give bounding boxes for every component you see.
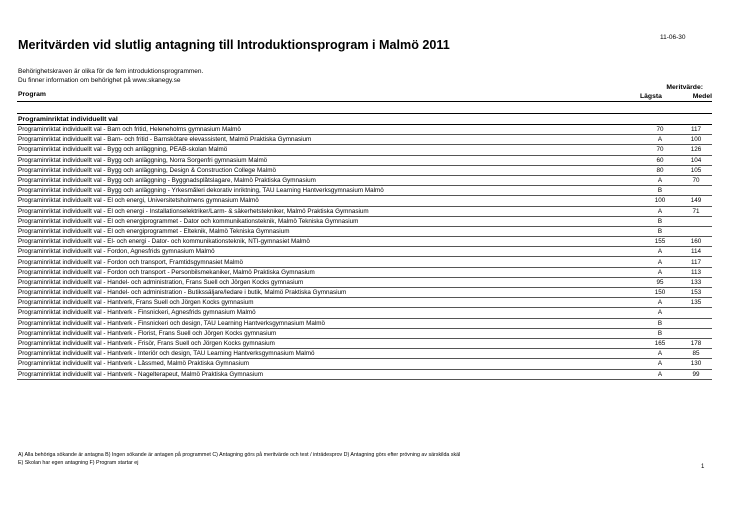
table-row <box>17 257 712 267</box>
table-row <box>17 196 712 206</box>
row-lowest-value: 60 <box>656 156 664 164</box>
column-header-merit <box>640 84 712 101</box>
intro-line: Du finner information om behörighet på www.skanegy.se <box>18 77 181 84</box>
table-row <box>17 186 712 196</box>
row-program-name: Programinriktat individuellt val - Hantverk - Finsnickeri, Agnesfrids gymnasium Malmö <box>18 309 256 317</box>
row-lowest-value: A <box>657 258 663 266</box>
row-average-value: 130 <box>690 360 702 368</box>
row-average-value: 117 <box>690 258 702 266</box>
page-title: Meritvärden vid slutlig antagning till Introduktionsprogram i Malmö 2011 <box>18 38 450 52</box>
row-lowest-value: 70 <box>656 126 664 134</box>
row-lowest-value: 70 <box>656 146 664 154</box>
row-average-value: 160 <box>690 238 702 246</box>
footnotes <box>18 452 460 467</box>
column-header-average: Medel <box>692 92 712 100</box>
table-row <box>17 329 712 339</box>
row-average-value: 117 <box>690 126 702 134</box>
row-program-name: Programinriktat individuellt val - Fordon, Agnesfrids gymnasium Malmö <box>18 248 215 256</box>
row-average-value: 135 <box>690 299 702 307</box>
page-number: 1 <box>701 464 705 470</box>
row-average-value: 100 <box>690 136 702 144</box>
header-divider <box>17 101 712 102</box>
row-lowest-value: B <box>657 187 663 195</box>
row-average-value: 153 <box>690 289 702 297</box>
row-program-name: Programinriktat individuellt val - Barn och fritid, Heleneholms gymnasium Malmö <box>18 126 241 134</box>
row-average-value: 113 <box>690 268 702 276</box>
row-program-name: Programinriktat individuellt val - Handel- och administration - Butikssäljare/ledare i butik, Malmö Praktiska Gymnasium <box>18 289 347 297</box>
row-lowest-value: B <box>657 319 663 327</box>
row-lowest-value: A <box>657 309 663 317</box>
row-average-value: 149 <box>690 197 702 205</box>
row-lowest-value: B <box>657 217 663 225</box>
row-lowest-value: A <box>657 136 663 144</box>
row-lowest-value: 80 <box>656 166 664 174</box>
row-lowest-value: A <box>657 248 663 256</box>
row-program-name: Programinriktat individuellt val - Bygg och anläggning, Design & Construction College Malmö <box>18 166 276 174</box>
row-program-name: Programinriktat individuellt val - Hantverk - Nagelterapeut, Malmö Praktiska Gymnasium <box>18 370 263 378</box>
row-program-name: Programinriktat individuellt val - Hantverk, Frans Suell och Jörgen Kocks gymnasium <box>18 299 254 307</box>
row-program-name: Programinriktat individuellt val - Hantverk - Frisör, Frans Suell och Jörgen Kocks gymnasium <box>18 340 275 348</box>
results-table <box>17 125 712 380</box>
row-average-value: 133 <box>690 278 702 286</box>
row-program-name: Programinriktat individuellt val - Hantverk - Interiör och design, TAU Learning Hantverksgymnasium Malmö <box>18 350 315 358</box>
row-average-value: 126 <box>690 146 702 154</box>
row-program-name: Programinriktat individuellt val - Bygg och anläggning - Byggnadsplåtslagare, Malmö Praktiska Gymnasium <box>18 177 316 185</box>
table-row <box>17 278 712 288</box>
intro-text <box>18 67 203 85</box>
table-row <box>17 217 712 227</box>
footnote-line: E) Skolan har egen antagning F) Program startar ej <box>18 459 139 466</box>
table-row <box>17 156 712 166</box>
table-row <box>17 247 712 257</box>
row-lowest-value: A <box>657 299 663 307</box>
table-row <box>17 349 712 359</box>
row-lowest-value: 165 <box>654 340 666 348</box>
row-lowest-value: 95 <box>656 278 664 286</box>
row-lowest-value: 155 <box>654 238 666 246</box>
table-row <box>17 359 712 369</box>
row-lowest-value: A <box>657 370 663 378</box>
row-program-name: Programinriktat individuellt val - Handel- och administration, Frans Suell och Jörgen Kocks gymnasium <box>18 278 304 286</box>
row-program-name: Programinriktat individuellt val - Bygg och anläggning, PEAB-skolan Malmö <box>18 146 228 154</box>
table-row <box>17 298 712 308</box>
row-program-name: Programinriktat individuellt val - El- och energi - Dator- och kommunikationsteknik, NTI-gymnasiet Malmö <box>18 238 310 246</box>
row-average-value: 70 <box>692 177 700 185</box>
row-average-value: 71 <box>692 207 700 215</box>
row-program-name: Programinriktat individuellt val - Fordon och transport - Personbilsmekaniker, Malmö Praktiska Gymnasium <box>18 268 315 276</box>
table-row <box>17 268 712 278</box>
table-row <box>17 207 712 217</box>
row-program-name: Programinriktat individuellt val - Fordon och transport, Framtidsgymnasiet Malmö <box>18 258 244 266</box>
table-row <box>17 227 712 237</box>
row-lowest-value: A <box>657 207 663 215</box>
row-lowest-value: A <box>657 350 663 358</box>
row-program-name: Programinriktat individuellt val - Bygg och anläggning - Yrkesmåleri dekorativ inriktning, TAU Learning Hantverksgymnasium Malmö <box>18 187 384 195</box>
table-row <box>17 125 712 135</box>
row-program-name: Programinriktat individuellt val - El och energi, Universitetsholmens gymnasium Malmö <box>18 197 259 205</box>
column-header-program: Program <box>18 91 46 98</box>
row-average-value: 105 <box>690 166 702 174</box>
document-date: 11-06-30 <box>660 34 686 41</box>
table-row <box>17 166 712 176</box>
row-program-name: Programinriktat individuellt val - El och energi - Installationselektriker/Larm- & säkerhetstekniker, Malmö Praktiska Gymnasium <box>18 207 369 215</box>
row-lowest-value: A <box>657 360 663 368</box>
section-heading: Programinriktat individuellt val <box>18 116 118 123</box>
row-program-name: Programinriktat individuellt val - Barn- och fritid - Barnskötare elevassistent, Malmö Praktiska Gymnasium <box>18 136 312 144</box>
row-average-value: 178 <box>690 340 702 348</box>
row-program-name: Programinriktat individuellt val - El och energiprogrammet - Dator och kommunikationsteknik, Malmö Tekniska Gymnasium <box>18 217 359 225</box>
footnote-line: A) Alla behöriga sökande är antagna B) Ingen sökande är antagen på programmet C) Antagning görs på meritvärde och test / inträdesprov D) Antagning görs efter prövning av särskilda skäl <box>18 452 461 458</box>
row-lowest-value: B <box>657 227 663 235</box>
row-lowest-value: A <box>657 268 663 276</box>
row-program-name: Programinriktat individuellt val - Bygg och anläggning, Norra Sorgenfri gymnasium Malmö <box>18 156 268 164</box>
row-average-value: 114 <box>690 248 702 256</box>
table-row <box>17 145 712 155</box>
row-program-name: Programinriktat individuellt val - Hantverk - Låssmed, Malmö Praktiska Gymnasium <box>18 360 249 368</box>
table-row <box>17 288 712 298</box>
header-divider <box>17 113 712 114</box>
merit-label: Meritvärde: <box>666 84 703 91</box>
row-average-value: 104 <box>690 156 702 164</box>
row-program-name: Programinriktat individuellt val - El och energiprogrammet - Elteknik, Malmö Tekniska Gymnasium <box>18 227 290 235</box>
row-average-value: 85 <box>692 350 700 358</box>
row-program-name: Programinriktat individuellt val - Hantverk - Florist, Frans Suell och Jörgen Kocks gymnasium <box>18 329 277 337</box>
table-row <box>17 319 712 329</box>
row-program-name: Programinriktat individuellt val - Hantverk - Finsnickeri och design, TAU Learning Hantverksgymnasium Malmö <box>18 319 326 327</box>
table-row <box>17 308 712 318</box>
table-row <box>17 370 712 380</box>
row-lowest-value: B <box>657 329 663 337</box>
intro-line: Behörighetskraven är olika för de fem introduktionsprogrammen. <box>18 68 204 75</box>
row-lowest-value: A <box>657 177 663 185</box>
row-average-value: 99 <box>692 370 700 378</box>
table-row <box>17 135 712 145</box>
table-row <box>17 237 712 247</box>
table-row <box>17 339 712 349</box>
row-lowest-value: 100 <box>654 197 666 205</box>
row-lowest-value: 150 <box>654 289 666 297</box>
column-header-lowest: Lägsta <box>640 92 662 100</box>
table-row <box>17 176 712 186</box>
